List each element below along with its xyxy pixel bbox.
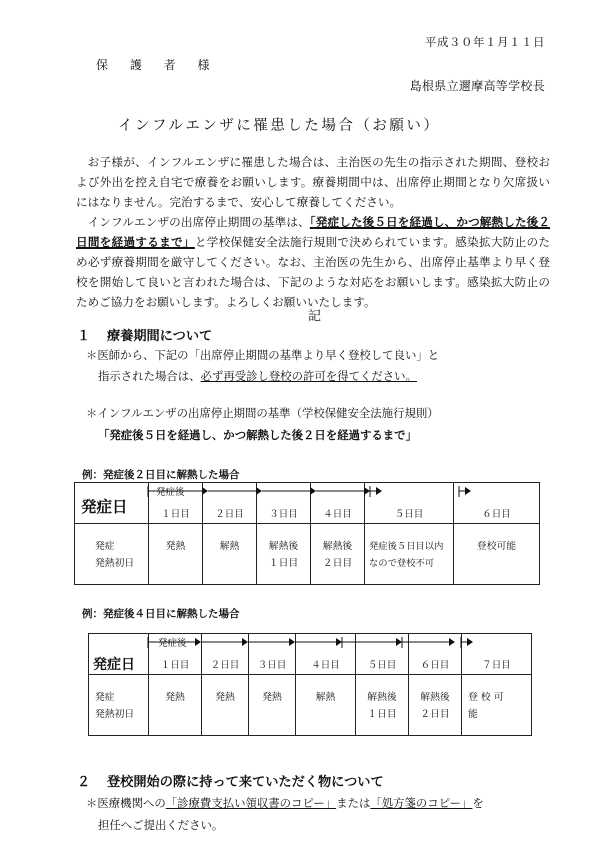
section-2-title: 登校開始の際に持って来ていただく物について xyxy=(107,775,384,790)
document-title: インフルエンザに罹患した場合（お願い） xyxy=(118,118,441,134)
ex2-arrow xyxy=(248,638,295,646)
ex1-arrow xyxy=(208,487,262,495)
section-1-heading xyxy=(77,325,212,344)
ex2-day-label: １日目 xyxy=(160,660,190,671)
section-1-note-2: ＊インフルエンザの出席停止期間の基準（学校保健安全法施行規則） xyxy=(86,406,439,420)
ex2-day-label: ３日目 xyxy=(257,660,287,671)
ex1-status: ２日目 xyxy=(322,558,353,569)
section-1-number: １ xyxy=(77,329,91,344)
intro-paragraph-1 xyxy=(76,152,550,212)
ex1-arrows xyxy=(74,485,539,501)
note1-text: 指示された場合は、 xyxy=(98,369,201,383)
ex1-status: 解熱後 xyxy=(322,541,353,552)
criteria-emphasis: 「発症した後５日を経過し、かつ解熱した後２日間を経過するまで」 xyxy=(76,215,550,249)
ex2-status: 解熱 xyxy=(315,692,336,703)
ex1-day-label: ４日目 xyxy=(323,509,352,520)
ex1-day-label: ６日目 xyxy=(482,509,511,520)
ex1-status: 発熱初日 xyxy=(95,558,135,569)
ex1-status: 発熱 xyxy=(165,541,186,552)
example-2-caption: 例：発症後４日目に解熱した場合 xyxy=(82,608,240,620)
ex2-after-label: 発症後 xyxy=(157,635,188,649)
ex1-status: 発症 xyxy=(95,541,115,552)
recipient: 保 護 者 様 xyxy=(96,58,219,72)
ex1-status-cell xyxy=(454,524,540,585)
ex2-arrow xyxy=(201,638,248,646)
ex2-status: 発熱 xyxy=(262,692,282,703)
ex2-status: １日目 xyxy=(367,709,397,720)
ex2-arrow xyxy=(402,637,455,648)
prescription-copy: 「処方箋のコピー」 xyxy=(370,796,473,810)
receipt-copy: 「診療費支払い領収書のコピー」 xyxy=(165,796,337,810)
ex1-status-cell xyxy=(149,524,203,585)
ex1-arrow xyxy=(148,486,208,497)
ex1-day-label: ２日目 xyxy=(215,509,244,520)
ex2-status-cell xyxy=(296,675,356,736)
ex2-arrows xyxy=(88,636,531,652)
section-2-line-2: 担任へご提出ください。 xyxy=(98,818,224,832)
ex1-status: 解熱 xyxy=(219,541,240,552)
ex1-arrow xyxy=(262,487,316,495)
intro-text-1: お子様が、インフルエンザに罹患した場合は、主治医の先生の指示された期間、登校および外出を控え自宅で療養をお願いします。療養期間中は、出席停止期間となり欠席扱いにはなりません。完治するまで、安心して療養してください。 xyxy=(76,155,550,209)
ex1-after-label: 発症後 xyxy=(155,484,186,498)
s2-text: ＊医療機関への xyxy=(86,796,166,810)
ki-heading: 記 xyxy=(308,309,322,324)
ex1-arrow xyxy=(459,486,471,497)
ex2-status: ２日目 xyxy=(420,709,450,720)
ex2-status: 発症 xyxy=(95,692,115,703)
ex2-arrow xyxy=(295,638,342,646)
section-2-line-1 xyxy=(86,795,484,811)
ex2-day-label: ４日目 xyxy=(311,660,340,671)
criteria-bold: 「発症後５日を経過し、かつ解熱した後２日を経過するまで」 xyxy=(98,428,417,442)
example-1-caption: 例：発症後２日目に解熱した場合 xyxy=(82,469,240,481)
ex2-status: 能 xyxy=(468,709,478,720)
recheck-emphasis: 必ず再受診し登校の許可を得てください。 xyxy=(200,369,417,383)
ex2-day-label: ７日目 xyxy=(482,660,511,671)
ex1-status-cell xyxy=(203,524,257,585)
ex2-arrow xyxy=(148,637,201,648)
ex1-day-label: １日目 xyxy=(161,509,190,520)
ex1-status-cell xyxy=(75,524,149,585)
ex2-status: 解熱後 xyxy=(420,692,450,703)
ex1-day-label: ３日目 xyxy=(269,509,298,520)
ex1-status-cell xyxy=(311,524,365,585)
section-1-note-1b xyxy=(98,368,417,384)
s2-text: または xyxy=(336,796,371,810)
ex1-status: 解熱後 xyxy=(268,541,299,552)
intro-paragraph-2 xyxy=(76,212,550,312)
ex2-status: 発熱 xyxy=(165,692,185,703)
ex2-status-cell xyxy=(409,675,462,736)
ex1-first-day: 発症日 xyxy=(81,498,128,516)
date: 平成３０年１月１１日 xyxy=(425,35,545,49)
ex1-status: １日目 xyxy=(268,558,299,569)
ex1-arrow xyxy=(316,487,370,495)
ex2-arrow xyxy=(342,637,402,648)
ex2-day-label: ５日目 xyxy=(367,660,397,671)
ex1-status: 登校可能 xyxy=(476,541,517,552)
ex1-status: なので登校不可 xyxy=(369,558,435,569)
ex2-status: 発熱初日 xyxy=(95,709,135,720)
ex2-status-cell xyxy=(462,675,532,736)
ex2-first-day: 発症日 xyxy=(93,657,135,673)
ex2-status-cell xyxy=(89,675,149,736)
ex2-status: 登 校 可 xyxy=(468,692,504,703)
ex2-arrow xyxy=(461,637,473,648)
intro-text-2a: インフルエンザの出席停止期間の基準は、 xyxy=(87,215,310,229)
ex2-status-cell xyxy=(356,675,409,736)
s2-text: を xyxy=(472,796,484,810)
ex2-day-label: ２日目 xyxy=(210,660,240,671)
section-1-note-1: ＊医師から、下記の「出席停止期間の基準より早く登校して良い」と xyxy=(86,348,440,362)
ex1-status-cell xyxy=(365,524,454,585)
ex2-status-cell xyxy=(149,675,202,736)
sender: 島根県立邇摩高等学校長 xyxy=(409,79,545,93)
section-1-title: 療養期間について xyxy=(107,329,213,344)
ex2-day-label: ６日目 xyxy=(420,660,450,671)
intro-text-2c: と学校保健安全法施行規則で決められています。感染拡大防止のため必ず療養期間を厳守してください。なお、主治医の先生から、出席停止基準より早く登校を開始して良いと言われた場合は、下記のような対応をお願いします。感染拡大防止のためご協力をお願いします。よろしくお願いいたします。 xyxy=(76,235,550,309)
section-2-number: ２ xyxy=(77,775,91,790)
ex1-status-cell xyxy=(257,524,311,585)
ex2-status: 発熱 xyxy=(215,692,235,703)
ex2-status: 解熱後 xyxy=(367,692,397,703)
ex1-status: 発症後５日目以内 xyxy=(369,541,444,552)
ex2-status-cell xyxy=(249,675,296,736)
section-2-heading xyxy=(77,771,384,790)
ex1-day-label: ５日目 xyxy=(394,509,424,520)
ex1-arrow xyxy=(370,486,382,497)
ex2-status-cell xyxy=(202,675,249,736)
